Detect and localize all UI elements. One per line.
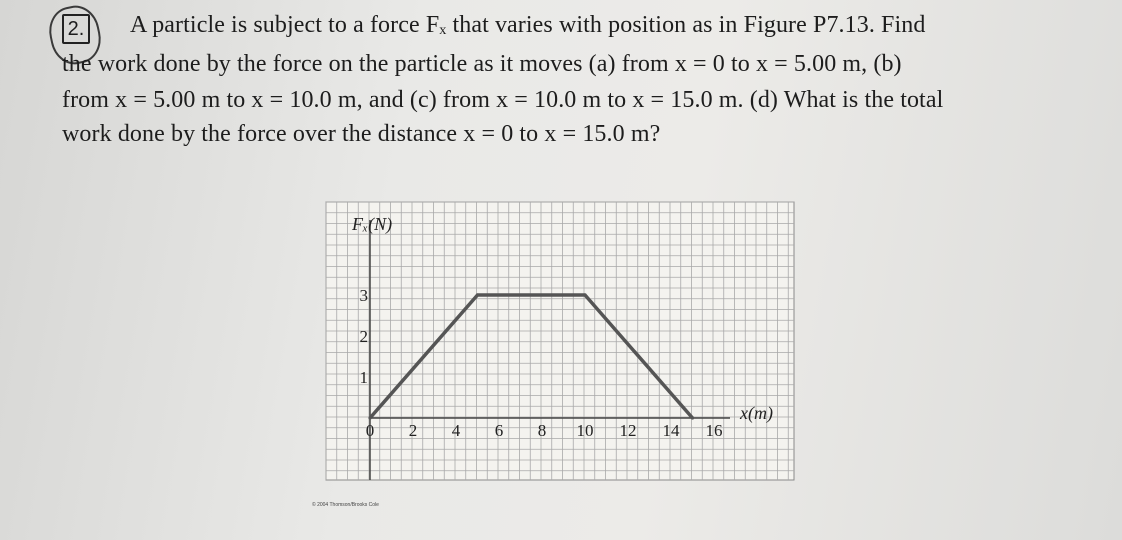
force-graph: [300, 180, 800, 510]
x-axis-label: x(m): [740, 403, 773, 423]
y-tick-label: 3: [359, 286, 368, 305]
problem-line-4: work done by the force over the distance x = 0 to x = 15.0 m?: [62, 121, 661, 147]
x-tick-label: 14: [662, 421, 680, 440]
data-point: [691, 416, 694, 419]
problem-number: 2.: [62, 14, 90, 44]
problem-line-1: A particle is subject to a force Fₓ that varies with position as in Figure P7.13. Find: [130, 12, 926, 38]
x-tick-label: 4: [451, 421, 461, 440]
x-tick-label: 0: [365, 421, 375, 440]
y-axis-label: Fₓ(N): [352, 214, 393, 234]
y-tick-label: 2: [359, 327, 368, 346]
force-position-figure: [300, 180, 800, 510]
data-point: [476, 293, 479, 296]
x-tick-label: 2: [408, 421, 418, 440]
problem-line-2: the work done by the force on the particle as it moves (a) from x = 0 to x = 5.00 m, (b): [62, 51, 902, 77]
y-tick-label: 1: [359, 368, 368, 387]
problem-statement: [0, 0, 1122, 170]
problem-line-3: from x = 5.00 m to x = 10.0 m, and (c) from x = 10.0 m to x = 15.0 m. (d) What is the total: [62, 87, 944, 113]
x-tick-label: 8: [537, 421, 547, 440]
data-point: [583, 293, 586, 296]
x-tick-label: 16: [705, 421, 723, 440]
x-tick-label: 10: [576, 421, 594, 440]
data-point: [368, 416, 371, 419]
x-tick-label: 6: [494, 421, 504, 440]
copyright-notice: © 2004 Thomson/Brooks Cole: [312, 502, 379, 508]
x-tick-label: 12: [619, 421, 637, 440]
